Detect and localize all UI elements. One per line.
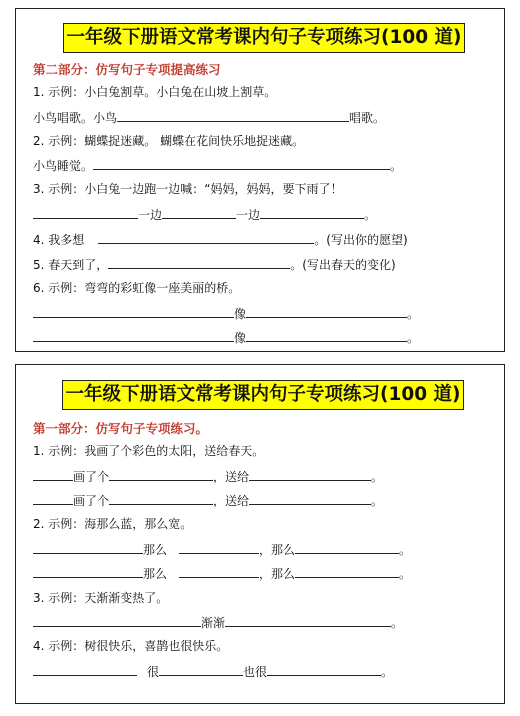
exercise-3-example: 3. 示例：小白兔一边跑一边喊：“妈妈，妈妈，要下雨了！	[33, 182, 343, 196]
exercise-2-example: 2. 示例：蝴蝶捉迷藏。 蝴蝶在花间快乐地捉迷藏。	[33, 134, 305, 148]
exercise-1-answer-b: 画了个 ，送给 。	[33, 492, 383, 509]
answer-blank[interactable]	[33, 565, 143, 578]
exercise-4-example: 4. 示例：树很快乐，喜鹊也很快乐。	[33, 639, 229, 653]
exercise-6-answer-b: 像 。	[33, 329, 419, 346]
answer-blank[interactable]	[108, 256, 290, 269]
section-heading: 第二部分：仿写句子专项提高练习	[33, 62, 221, 77]
exercise-1-answer: 小鸟唱歌。小鸟 唱歌。	[33, 111, 386, 125]
answer-blank[interactable]	[109, 492, 213, 505]
exercise-1-example: 1. 示例：我画了个彩色的太阳，送给春天。	[33, 444, 265, 458]
answer-blank[interactable]	[33, 492, 73, 505]
answer-blank[interactable]	[225, 614, 391, 627]
answer-blank[interactable]	[33, 329, 234, 342]
worksheet-part-one	[15, 364, 505, 704]
exercise-2-example: 2. 示例：海那么蓝，那么宽。	[33, 517, 193, 531]
answer-blank[interactable]	[159, 663, 243, 676]
answer-blank[interactable]	[33, 541, 143, 554]
answer-blank[interactable]	[33, 305, 234, 318]
exercise-1-example: 1. 示例：小白兔割草。小白兔在山坡上割草。	[33, 85, 277, 99]
exercise-4: 4. 我多想 。(写出你的愿望)	[33, 233, 408, 247]
answer-blank[interactable]	[33, 663, 137, 676]
worksheet-title: 一年级下册语文常考课内句子专项练习(100 道)	[62, 380, 464, 410]
answer-blank[interactable]	[109, 468, 213, 481]
exercise-2-answer-b: 那么 ，那么 。	[33, 565, 411, 582]
answer-blank[interactable]	[246, 305, 407, 318]
exercise-5: 5. 春天到了， 。(写出春天的变化)	[33, 258, 396, 272]
answer-blank[interactable]	[33, 614, 201, 627]
answer-blank[interactable]	[162, 206, 236, 219]
worksheet-title: 一年级下册语文常考课内句子专项练习(100 道)	[63, 23, 465, 53]
exercise-3-answer: 一边 一边 。	[33, 206, 376, 223]
answer-blank[interactable]	[33, 206, 138, 219]
answer-blank[interactable]	[246, 329, 407, 342]
exercise-6-answer-a: 像 。	[33, 305, 419, 322]
answer-blank[interactable]	[179, 565, 259, 578]
exercise-3-answer: 渐渐 。	[33, 614, 403, 631]
answer-blank[interactable]	[249, 468, 371, 481]
answer-blank[interactable]	[33, 468, 73, 481]
answer-blank[interactable]	[93, 157, 390, 170]
answer-blank[interactable]	[267, 663, 381, 676]
exercise-4-answer: 很 也很 。	[33, 663, 393, 680]
exercise-2-answer: 小鸟睡觉。 。	[33, 159, 403, 173]
exercise-2-answer-a: 那么 ，那么 。	[33, 541, 411, 558]
exercise-6-example: 6. 示例：弯弯的彩虹像一座美丽的桥。	[33, 281, 241, 295]
exercise-3-example: 3. 示例：天渐渐变热了。	[33, 591, 169, 605]
answer-blank[interactable]	[295, 565, 399, 578]
answer-blank[interactable]	[260, 206, 364, 219]
worksheet-part-two	[15, 8, 505, 352]
answer-blank[interactable]	[117, 109, 349, 122]
answer-blank[interactable]	[249, 492, 371, 505]
answer-blank[interactable]	[295, 541, 399, 554]
answer-blank[interactable]	[98, 231, 314, 244]
answer-blank[interactable]	[179, 541, 259, 554]
exercise-1-answer-a: 画了个 ，送给 。	[33, 468, 383, 485]
section-heading: 第一部分：仿写句子专项练习。	[33, 421, 209, 436]
